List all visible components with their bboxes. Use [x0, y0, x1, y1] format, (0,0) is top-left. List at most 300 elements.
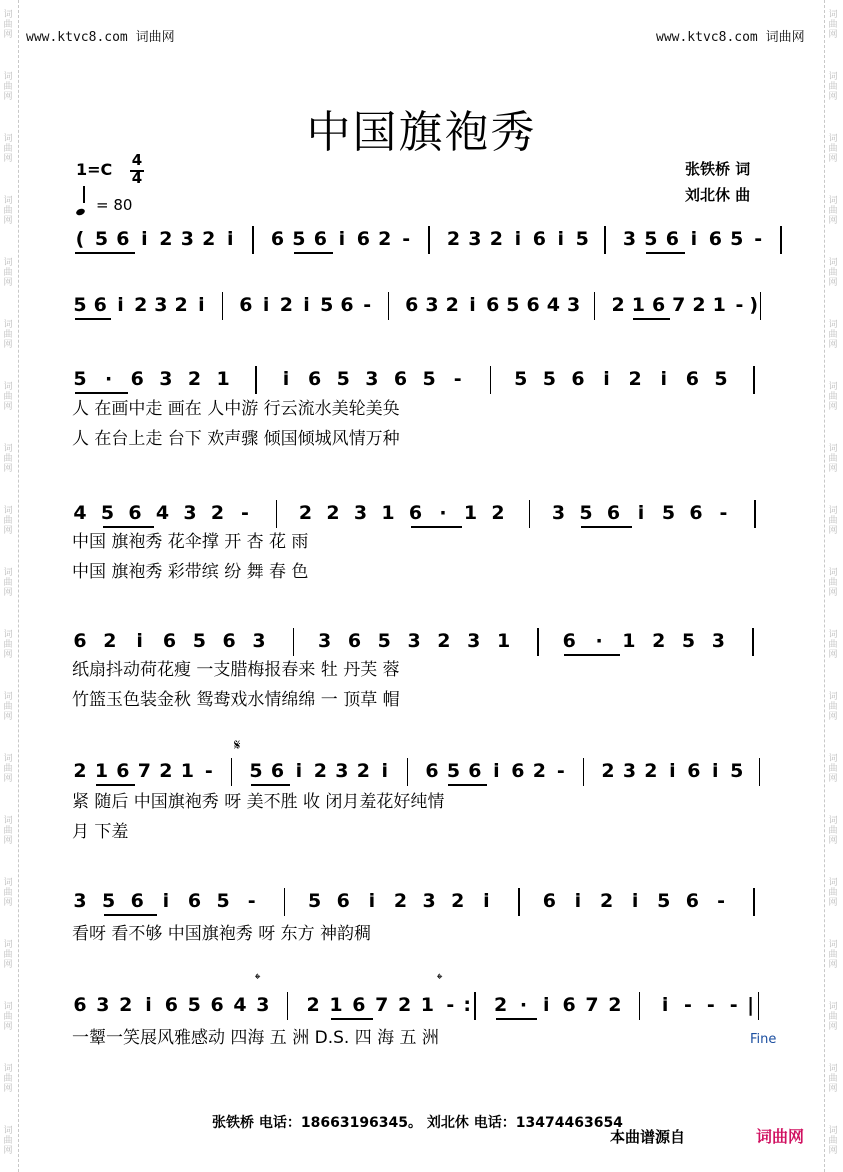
beam-underline — [96, 784, 135, 786]
source-label: 本曲谱源自 — [610, 1128, 686, 1146]
edge-watermark: 词 曲 网 — [3, 444, 13, 474]
score-note: 2 — [437, 630, 451, 652]
score-note: 5 — [579, 502, 593, 524]
barline — [752, 628, 754, 656]
composer-credit: 刘北休 曲 — [685, 186, 751, 204]
score-note: 2 — [306, 994, 320, 1016]
score-note: 3 — [256, 994, 270, 1016]
score-note: 6 — [270, 228, 285, 250]
score-note: 2 — [103, 630, 117, 652]
score-note: 2 — [692, 294, 706, 316]
score-note: i — [303, 294, 310, 316]
edge-watermark: 词 曲 网 — [828, 940, 838, 970]
score-row — [0, 292, 843, 322]
score-note: i — [262, 294, 270, 316]
lyricist-credit: 张铁桥 词 — [685, 160, 751, 178]
score-note: - — [453, 368, 462, 390]
beam-underline — [331, 1018, 373, 1020]
score-note: 5 — [657, 890, 671, 912]
score-note: 6 — [571, 368, 585, 390]
score-note: 3 — [252, 630, 266, 652]
score-note: 4 — [233, 994, 247, 1016]
score-note: 3 — [365, 368, 379, 390]
lyrics-row3-verse2: 人 在台上走 台下 欢声骤 倾国倾城风情万种 — [72, 429, 400, 449]
score-note: 2 — [326, 502, 340, 524]
score-note: - — [402, 228, 411, 250]
barline — [583, 758, 585, 786]
score-row — [0, 628, 843, 658]
score-note: 5 — [73, 294, 87, 316]
score-note: - — [754, 228, 763, 250]
score-note: 6 — [162, 630, 177, 652]
edge-watermark: 词 曲 网 — [828, 72, 838, 102]
score-note: 2 — [491, 502, 505, 524]
score-note: 2 — [652, 630, 666, 652]
lyrics-row6-verse2: 月 下羞 — [72, 822, 129, 842]
edge-watermark: 词 曲 网 — [828, 10, 838, 40]
score-note: 6 — [393, 368, 408, 390]
lyrics-row6-verse1: 紧 随后 中国旗袍秀 呀 美不胜 收 闭月羞花好纯情 — [72, 792, 445, 812]
score-note: i — [660, 368, 668, 390]
score-note: 2 — [397, 994, 412, 1016]
score-note: 1 — [631, 294, 645, 316]
score-note: 5 — [73, 368, 87, 390]
edge-watermark: 词 曲 网 — [3, 692, 13, 722]
score-note: 5 — [714, 368, 728, 390]
score-note: - — [446, 994, 455, 1016]
score-note: 2 — [446, 228, 461, 250]
edge-watermark: 词 曲 网 — [828, 506, 838, 536]
score-note: 3 — [335, 760, 349, 782]
contact-info: 张铁桥 电话：18663196345。 刘北休 电话：13474463654 — [212, 1115, 623, 1131]
beam-underline — [448, 784, 487, 786]
edge-watermark: 词 曲 网 — [828, 444, 838, 474]
score-note: i — [712, 760, 719, 782]
edge-watermark: 词 曲 网 — [828, 816, 838, 846]
score-note: 6 — [270, 760, 285, 782]
score-note: i — [338, 228, 346, 250]
score-note: 2 — [489, 228, 503, 250]
score-note: 2 — [601, 760, 615, 782]
score-note: 5 — [320, 294, 334, 316]
beam-underline — [75, 392, 128, 394]
coda-mark-2: 𝄌 — [437, 970, 443, 988]
barline — [222, 292, 224, 320]
score-note: 6 — [313, 228, 327, 250]
score-note: i — [295, 760, 303, 782]
score-note: 5 — [514, 368, 528, 390]
lyrics-row5-verse2: 竹篮玉色装金秋 鸳鸯戏水情绵绵 一 顶草 帽 — [72, 690, 400, 710]
barline — [252, 226, 254, 254]
score-note: 2 — [393, 890, 408, 912]
score-note: 2 — [532, 760, 546, 782]
score-note: i — [669, 760, 676, 782]
barline — [537, 628, 539, 656]
score-note: 6 — [130, 368, 144, 390]
site-logo[interactable]: 词曲网 — [756, 1127, 805, 1146]
beam-underline — [646, 252, 685, 254]
score-note: 5 — [100, 502, 115, 524]
score-note: 6 — [187, 890, 202, 912]
beam-underline — [564, 654, 620, 656]
barline — [604, 226, 606, 254]
score-note: 2 — [119, 994, 133, 1016]
score-note: 1 — [180, 760, 194, 782]
score-note: 3 — [467, 630, 481, 652]
barline — [754, 500, 756, 528]
score-note: 3 — [317, 630, 332, 652]
edge-watermark: 词 曲 网 — [3, 506, 13, 536]
score-note: 4 — [155, 502, 170, 524]
edge-watermark: 词 曲 网 — [3, 816, 13, 846]
score-note: 3 — [468, 228, 482, 250]
edge-watermark: 词 曲 网 — [828, 692, 838, 722]
score-note: i — [661, 994, 669, 1016]
score-note: 2 — [159, 760, 173, 782]
score-note: 3 — [180, 228, 194, 250]
score-note: 6 — [222, 630, 236, 652]
score-note: i — [117, 294, 124, 316]
score-note: 1 — [622, 630, 636, 652]
score-note: i — [493, 760, 500, 782]
score-note: 2 — [445, 294, 459, 316]
score-note: 3 — [622, 228, 637, 250]
edge-watermark: 词 曲 网 — [3, 320, 13, 350]
score-note: 6 — [665, 228, 679, 250]
score-note: 3 — [425, 294, 439, 316]
edge-watermark: 词 曲 网 — [828, 382, 838, 412]
score-note: 2 — [298, 502, 313, 524]
score-note: 6 — [562, 994, 576, 1016]
score-row — [0, 992, 843, 1022]
score-note: 6 — [408, 502, 423, 524]
score-note: - — [363, 294, 372, 316]
score-note: 5 — [644, 228, 658, 250]
edge-watermark: 词 曲 网 — [3, 754, 13, 784]
beam-underline — [411, 526, 462, 528]
edge-watermark: 词 曲 网 — [3, 940, 13, 970]
score-note: 6 — [405, 294, 419, 316]
score-note: 5 — [506, 294, 520, 316]
barline — [639, 992, 641, 1020]
score-note: 3 — [551, 502, 566, 524]
score-note: 1 — [216, 368, 230, 390]
score-note: 2 — [174, 294, 188, 316]
score-note: 2 — [599, 890, 614, 912]
edge-watermark: 词 曲 网 — [3, 878, 13, 908]
edge-watermark: 词 曲 网 — [828, 878, 838, 908]
lyrics-row8: 一颦一笑展风雅感动 四海 五 洲 D.S. 四 海 五 洲 — [72, 1028, 439, 1048]
score-note: 5 — [377, 630, 391, 652]
lyrics-row3-verse1: 人 在画中走 画在 人中游 行云流水美轮美奂 — [72, 399, 400, 419]
barline — [780, 226, 782, 254]
score-note: 1 — [329, 994, 343, 1016]
score-note: 3 — [96, 994, 110, 1016]
score-note: 2 — [159, 228, 173, 250]
score-note: 5 — [542, 368, 556, 390]
score-note: 2 — [451, 890, 465, 912]
score-note: - — [556, 760, 565, 782]
score-note: i — [141, 228, 148, 250]
edge-watermark: 词 曲 网 — [828, 568, 838, 598]
score-note: 5 — [681, 630, 696, 652]
edge-watermark: 词 曲 网 — [828, 320, 838, 350]
score-note: 4 — [546, 294, 560, 316]
score-note: 2 — [202, 228, 216, 250]
score-note: 6 — [73, 994, 87, 1016]
score-note: 6 — [542, 890, 556, 912]
score-note: i — [637, 502, 645, 524]
score-note: 2 — [279, 294, 293, 316]
score-note: 3 — [711, 630, 725, 652]
score-note: 5 — [249, 760, 263, 782]
score-note: i — [574, 890, 582, 912]
score-note: 6 — [340, 294, 354, 316]
score-note: 3 — [622, 760, 637, 782]
score-note: - — [729, 994, 738, 1016]
edge-watermark: 词 曲 网 — [3, 1126, 13, 1156]
barline — [388, 292, 390, 320]
edge-watermark: 词 曲 网 — [3, 10, 13, 40]
score-note: 2 — [187, 368, 202, 390]
score-note: - — [735, 294, 744, 316]
score-note: - — [719, 502, 728, 524]
barline-symbol: : — [463, 994, 471, 1016]
lyrics-row4-verse1: 中国 旗袍秀 花伞撑 开 杏 花 雨 — [72, 532, 309, 552]
score-note: 6 — [128, 502, 142, 524]
score-note: 6 — [687, 760, 701, 782]
score-note: 6 — [239, 294, 253, 316]
score-note: 3 — [353, 502, 368, 524]
score-note: 6 — [685, 368, 700, 390]
score-row — [0, 226, 843, 256]
score-note: 5 — [292, 228, 306, 250]
score-note: 6 — [130, 890, 144, 912]
edge-watermark: 词 曲 网 — [828, 134, 838, 164]
edge-watermark: 词 曲 网 — [3, 1002, 13, 1032]
score-note: 2 — [378, 228, 392, 250]
score-note: 3 — [407, 630, 421, 652]
score-note: 6 — [708, 228, 722, 250]
score-note: 2 — [644, 760, 658, 782]
edge-watermark: 词 曲 网 — [828, 1126, 838, 1156]
lyrics-row7: 看呀 看不够 中国旗袍秀 呀 东方 神韵稠 — [72, 924, 372, 944]
barline — [753, 366, 755, 394]
score-note: 3 — [422, 890, 436, 912]
score-note: 2 — [313, 760, 327, 782]
barline — [594, 292, 596, 320]
time-signature-top: 4 — [131, 151, 143, 169]
score-note: 6 — [511, 760, 525, 782]
edge-watermark: 词 曲 网 — [828, 1002, 838, 1032]
score-note: 1 — [712, 294, 726, 316]
score-note: i — [514, 228, 522, 250]
score-note: 2 — [210, 502, 225, 524]
score-note: 2 — [493, 994, 508, 1016]
barline — [428, 226, 430, 254]
score-note: i — [557, 228, 565, 250]
score-note: ( — [75, 228, 85, 250]
score-note: 1 — [463, 502, 478, 524]
score-note: 5 — [422, 368, 436, 390]
barline — [231, 758, 233, 786]
barline — [490, 366, 492, 394]
score-note: 5 — [94, 228, 109, 250]
fine-marking: Fine — [750, 1032, 777, 1047]
score-row — [0, 888, 843, 918]
score-note: 6 — [685, 890, 700, 912]
score-note: 5 — [575, 228, 589, 250]
score-note: 5 — [192, 630, 206, 652]
score-note: 5 — [336, 368, 350, 390]
quarter-note-icon — [76, 200, 85, 219]
barline-symbol: ) — [749, 294, 759, 316]
lyrics-row5-verse1: 纸扇抖动荷花瘦 一支腊梅报春来 牡 丹芙 蓉 — [72, 660, 400, 680]
tempo-marking: = 80 — [96, 196, 133, 214]
score-note: i — [198, 294, 205, 316]
score-note: 6 — [526, 294, 540, 316]
score-note: i — [282, 368, 290, 390]
site-url-left[interactable]: www.ktvc8.com 词曲网 — [26, 30, 175, 45]
score-note: 6 — [93, 294, 107, 316]
edge-watermark: 词 曲 网 — [3, 196, 13, 226]
score-note: - — [247, 890, 256, 912]
score-note: i — [543, 994, 550, 1016]
score-note: 1 — [420, 994, 435, 1016]
score-note: i — [162, 890, 170, 912]
score-note: - — [717, 890, 725, 912]
beam-underline — [75, 318, 111, 320]
edge-watermark: 词 曲 网 — [3, 258, 13, 288]
score-note: 6 — [689, 502, 703, 524]
score-note: i — [469, 294, 476, 316]
score-note: 6 — [651, 294, 666, 316]
beam-underline — [633, 318, 669, 320]
score-row — [0, 758, 843, 788]
barline — [284, 888, 286, 916]
score-note: 3 — [154, 294, 168, 316]
score-note: 6 — [308, 368, 322, 390]
barline — [276, 500, 278, 528]
beam-underline — [104, 914, 157, 916]
score-note: 5 — [661, 502, 676, 524]
score-note: 6 — [352, 994, 366, 1016]
barline — [255, 366, 257, 394]
score-note: 5 — [187, 994, 201, 1016]
beam-underline — [251, 784, 290, 786]
score-note: 2 — [356, 760, 370, 782]
score-note: 5 — [730, 228, 744, 250]
beam-underline — [294, 252, 333, 254]
score-note: 4 — [73, 502, 87, 524]
score-note: 6 — [347, 630, 362, 652]
barline — [407, 758, 409, 786]
barline — [518, 888, 520, 916]
edge-watermark: 词 曲 网 — [3, 1064, 13, 1094]
score-note: i — [631, 890, 639, 912]
score-note: 2 — [628, 368, 642, 390]
score-note: - — [684, 994, 692, 1016]
score-note: · — [105, 368, 113, 390]
score-note: 6 — [164, 994, 179, 1016]
score-note: - — [204, 760, 213, 782]
score-note: i — [483, 890, 490, 912]
edge-watermark: 词 曲 网 — [3, 568, 13, 598]
barline — [287, 992, 289, 1020]
score-note: · — [519, 994, 528, 1016]
score-note: 2 — [608, 994, 622, 1016]
score-note: 6 — [336, 890, 350, 912]
site-url-right[interactable]: www.ktvc8.com 词曲网 — [656, 30, 805, 45]
score-note: 3 — [159, 368, 173, 390]
beam-underline — [496, 1018, 538, 1020]
score-note: 6 — [116, 760, 130, 782]
score-note: 5 — [308, 890, 322, 912]
score-note: 5 — [730, 760, 744, 782]
edge-watermark: 词 曲 网 — [828, 754, 838, 784]
barline — [759, 758, 761, 786]
edge-watermark: 词 曲 网 — [3, 630, 13, 660]
edge-watermark: 词 曲 网 — [828, 630, 838, 660]
barline — [529, 500, 531, 528]
score-note: 1 — [381, 502, 395, 524]
score-note: 5 — [446, 760, 461, 782]
score-note: 6 — [210, 994, 224, 1016]
score-note: 6 — [562, 630, 576, 652]
edge-watermark: 词 曲 网 — [3, 134, 13, 164]
edge-watermark: 词 曲 网 — [828, 196, 838, 226]
score-note: 7 — [137, 760, 151, 782]
score-note: 6 — [356, 228, 370, 250]
score-note: 5 — [101, 890, 116, 912]
edge-watermark: 词 曲 网 — [3, 382, 13, 412]
beam-underline — [581, 526, 632, 528]
score-note: 6 — [606, 502, 621, 524]
score-note: 6 — [532, 228, 546, 250]
score-note: 3 — [73, 890, 87, 912]
score-note: 2 — [134, 294, 148, 316]
score-note: i — [368, 890, 376, 912]
score-note: 6 — [116, 228, 130, 250]
score-note: i — [226, 228, 234, 250]
score-note: i — [145, 994, 152, 1016]
score-note: - — [241, 502, 249, 524]
coda-mark-1: 𝄌 — [255, 970, 261, 988]
edge-watermark: 词 曲 网 — [3, 72, 13, 102]
score-note: 6 — [425, 760, 439, 782]
barline — [293, 628, 295, 656]
score-row — [0, 500, 843, 530]
time-signature-bottom: 4 — [131, 169, 143, 187]
score-row — [0, 366, 843, 396]
score-note: 3 — [183, 502, 197, 524]
barline-symbol: | — [747, 994, 755, 1016]
score-note: · — [439, 502, 447, 524]
score-note: 1 — [94, 760, 109, 782]
score-note: - — [706, 994, 715, 1016]
score-note: 1 — [496, 630, 511, 652]
score-note: 6 — [73, 630, 87, 652]
barline — [753, 888, 755, 916]
score-note: 2 — [73, 760, 87, 782]
score-note: 5 — [216, 890, 230, 912]
score-note: 6 — [468, 760, 482, 782]
score-note: 2 — [611, 294, 625, 316]
song-title: 中国旗袍秀 — [306, 107, 537, 158]
score-note: · — [595, 630, 603, 652]
segno-mark: 𝄋 — [234, 736, 241, 754]
score-note: 7 — [585, 994, 599, 1016]
